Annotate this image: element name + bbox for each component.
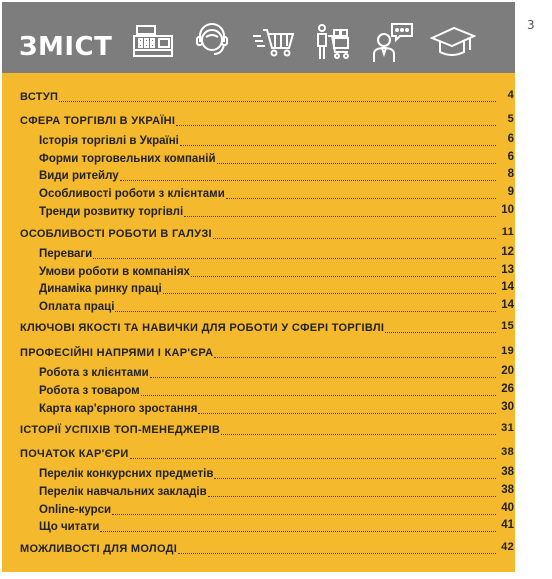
toc-entry-title: СФЕРА ТОРГІВЛІ В УКРАЇНІ	[20, 115, 176, 127]
toc-entry-title: Види ритейлу	[39, 170, 119, 182]
toc-entry[interactable]	[39, 400, 514, 416]
dot-leader	[385, 332, 496, 333]
dot-leader	[208, 496, 496, 497]
toc-entry-title: ОСОБЛИВОСТІ РОБОТИ В ГАЛУЗІ	[20, 228, 212, 240]
toc-entry[interactable]	[20, 225, 514, 241]
toc-entry[interactable]	[39, 382, 514, 398]
toc-entry-page: 38	[501, 466, 514, 478]
toc-entry-page: 6	[507, 133, 514, 145]
toc-entry[interactable]	[20, 319, 514, 335]
toc-entry[interactable]	[39, 280, 514, 296]
toc-entry[interactable]	[20, 445, 514, 461]
page-number: 3	[527, 18, 535, 32]
toc-entry-page: 9	[507, 186, 514, 198]
dot-leader	[93, 258, 496, 259]
dot-leader	[214, 478, 496, 479]
toc-entry-page: 19	[501, 345, 514, 357]
toc-entry[interactable]	[39, 298, 514, 314]
toc-entry-page: 41	[501, 519, 514, 531]
toc-entry-page: 40	[501, 502, 514, 514]
toc-entry-title: Online-курси	[39, 504, 112, 516]
toc-entry-title: Робота з товаром	[39, 385, 140, 397]
toc-entry-page: 31	[501, 422, 514, 434]
toc-entry[interactable]	[20, 540, 514, 556]
toc-entry-title: Умови роботи в компаніях	[39, 266, 190, 278]
toc-entry-page: 15	[501, 320, 514, 332]
toc-entry-page: 38	[501, 446, 514, 458]
toc-entry-title: КЛЮЧОВІ ЯКОСТІ ТА НАВИЧКИ ДЛЯ РОБОТИ У СФЕРІ ТОРГІВЛІ	[20, 322, 385, 334]
dot-leader	[184, 216, 496, 217]
toc-entry[interactable]	[20, 112, 514, 128]
dot-leader	[221, 434, 496, 435]
toc-entry-title: Робота з клієнтами	[39, 367, 149, 379]
toc-entry-page: 10	[501, 204, 514, 216]
toc-entry[interactable]	[39, 203, 514, 219]
toc-entry-title: Динаміка ринку праці	[39, 283, 162, 295]
toc-entry-page: 14	[501, 299, 514, 311]
toc-entry-title: ПРОФЕСІЙНІ НАПРЯМИ І КАР'ЄРА	[20, 347, 214, 359]
toc-entry[interactable]	[39, 465, 514, 481]
dot-leader	[130, 458, 496, 459]
toc-entry-page: 12	[501, 246, 514, 258]
toc-entry-page: 14	[501, 281, 514, 293]
toc-entry-page: 4	[507, 89, 514, 101]
toc-entry-title: Тренди розвитку торгівлі	[39, 206, 184, 218]
toc-entry-page: 20	[501, 365, 514, 377]
toc-entry-title: ПОЧАТОК КАР'ЄРИ	[20, 448, 129, 460]
dot-leader	[226, 198, 496, 199]
dot-leader	[120, 180, 496, 181]
toc-entry[interactable]	[20, 88, 514, 104]
toc-entry[interactable]	[39, 245, 514, 261]
toc-entry-title: Переваги	[39, 248, 93, 260]
dot-leader	[191, 276, 496, 277]
toc-entry-title: Перелік конкурсних предметів	[39, 468, 214, 480]
toc-entry-page: 30	[501, 401, 514, 413]
toc-entry-title: МОЖЛИВОСТІ ДЛЯ МОЛОДІ	[20, 543, 178, 555]
dot-leader	[217, 163, 496, 164]
toc-entry-page: 13	[501, 264, 514, 276]
toc-entry[interactable]	[39, 167, 514, 183]
toc-entry-page: 11	[501, 226, 514, 238]
toc-entry-title: ВСТУП	[20, 91, 59, 103]
dot-leader	[213, 238, 496, 239]
cash-register-icon	[131, 22, 175, 60]
dot-leader	[214, 357, 496, 358]
toc-entry[interactable]	[39, 150, 514, 166]
dot-leader	[150, 377, 496, 378]
shopper-icon	[314, 22, 354, 62]
toc-entry[interactable]	[39, 364, 514, 380]
dot-leader	[115, 311, 496, 312]
toc-entry-title: Що читати	[39, 521, 100, 533]
dot-leader	[198, 413, 496, 414]
toc-entry-title: Історія торгівлі в Україні	[39, 135, 179, 147]
toc-entry[interactable]	[39, 263, 514, 279]
toc-entry[interactable]	[20, 344, 514, 360]
toc-entry-page: 6	[507, 151, 514, 163]
toc-card	[2, 2, 515, 572]
support-headset-icon	[194, 22, 230, 60]
dot-leader	[100, 531, 496, 532]
dot-leader	[112, 514, 496, 515]
page-title: ЗМІСТ	[19, 32, 113, 62]
dot-leader	[141, 395, 496, 396]
toc-entry-title: Карта кар'єрного зростання	[39, 403, 198, 415]
toc-entry-page: 42	[501, 541, 514, 553]
toc-entry-page: 26	[501, 383, 514, 395]
dot-leader	[176, 125, 496, 126]
toc-entry[interactable]	[39, 501, 514, 517]
toc-entry[interactable]	[39, 518, 514, 534]
toc-entry-title: Перелік навчальних закладів	[39, 486, 207, 498]
graduation-cap-icon	[430, 22, 476, 60]
toc-entry-title: Форми торговельних компаній	[39, 153, 216, 165]
dot-leader	[178, 553, 496, 554]
dot-leader	[180, 145, 496, 146]
shopping-cart-icon	[251, 22, 297, 60]
toc-entry[interactable]	[39, 483, 514, 499]
dot-leader	[59, 101, 496, 102]
toc-entry[interactable]	[20, 421, 514, 437]
toc-entry[interactable]	[39, 132, 514, 148]
toc-entry-page: 38	[501, 484, 514, 496]
toc-entry-title: Оплата праці	[39, 301, 115, 313]
toc-entry-title: Особливості роботи з клієнтами	[39, 188, 225, 200]
header-bar	[2, 2, 515, 73]
toc-entry-page: 5	[507, 113, 514, 125]
toc-entry[interactable]	[39, 185, 514, 201]
toc-entry-page: 8	[507, 168, 514, 180]
toc-entry-title: ІСТОРІЇ УСПІХІВ ТОП-МЕНЕДЖЕРІВ	[20, 424, 221, 436]
consultant-chat-icon	[372, 22, 416, 64]
dot-leader	[163, 293, 496, 294]
